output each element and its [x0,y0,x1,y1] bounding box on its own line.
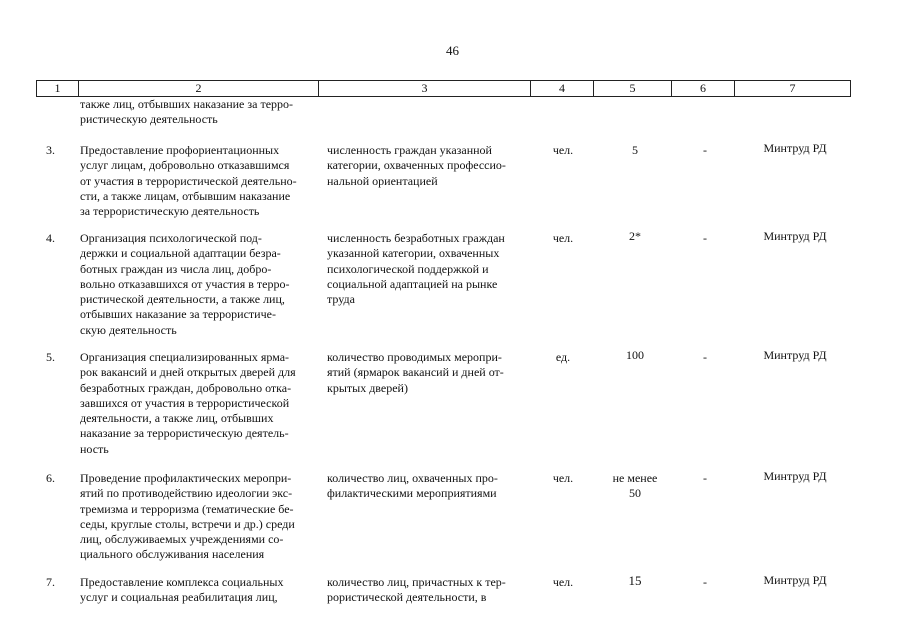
header-col-5: 5 [594,81,672,96]
col6-text: - [703,350,707,364]
col6-text: - [703,575,707,589]
unit-text: чел. [552,231,574,245]
row-number: 5. [46,350,55,364]
unit-text: чел. [552,575,574,589]
executor-text: Минтруд РД [763,141,827,155]
col6-text: - [703,143,707,157]
value-text: 15 [628,573,642,588]
header-col-1: 1 [37,81,79,96]
indicator-text: количество лиц, охваченных про- филактическими мероприятиями [327,471,498,501]
unit-text: ед. [555,350,571,364]
indicator-text: численность безработных граждан указанной категории, охваченных психологической поддержкой и социальной адаптацией на рынке труда [327,231,505,307]
row-number: 7. [46,575,55,589]
measure-text: Предоставление комплекса социальных услуг и социальная реабилитация лиц, [80,575,284,605]
table-header [36,80,851,97]
header-col-4: 4 [531,81,594,96]
measure-text: Проведение профилактических меропри- ятий по противодействию идеологии экс- тремизма и терроризма (тематические бе- седы, круглые столы, встречи и др.) среди лиц, обслуживаемых учреждениями со- циального обслуживания населения [80,471,295,562]
value-text: 2* [629,229,641,243]
executor-text: Минтруд РД [763,469,827,483]
executor-text: Минтруд РД [763,573,827,587]
page-number: 46 [446,43,459,58]
indicator-text: численность граждан указанной категории, охваченных профессио- нальной ориентацией [327,143,506,188]
indicator-text: количество лиц, причастных к тер- рористической деятельности, в [327,575,506,605]
value-text: 100 [626,348,644,362]
header-col-6: 6 [672,81,735,96]
unit-text: чел. [552,471,574,485]
continuation-text: также лиц, отбывших наказание за терро- ристическую деятельность [80,97,294,127]
col6-text: - [703,471,707,485]
col6-text: - [703,231,707,245]
unit-text: чел. [552,143,574,157]
indicator-text: количество проводимых меропри- ятий (ярмарок вакансий и дней от- крытых дверей) [327,350,504,395]
row-number: 6. [46,471,55,485]
measure-text: Организация специализированных ярма- рок вакансий и дней открытых дверей для безработных граждан, добровольно отка- завшихся от участия в террористической деятельности, а также лиц, отбывших наказание за террористическую деятель- ность [80,350,296,456]
value-text: 5 [632,143,638,157]
executor-text: Минтруд РД [763,348,827,362]
row-number: 4. [46,231,55,245]
header-col-7: 7 [789,81,796,95]
row-number: 3. [46,143,55,157]
measure-text: Предоставление профориентационных услуг лицам, добровольно отказавшимся от участия в террористической деятельно- сти, а также лицам, отбывшим наказание за террористическую деятельность [80,143,297,219]
header-col-3: 3 [319,81,531,96]
value-text: не менее 50 [612,471,658,501]
measure-text: Организация психологической под- держки и социальной адаптации безра- ботных граждан из числа лиц, добро- вольно отказавшихся от участия в терро- ристической деятельности, а также лиц, отбывших наказание за террористиче- скую деятельность [80,231,290,337]
header-col-2: 2 [79,81,319,96]
executor-text: Минтруд РД [763,229,827,243]
